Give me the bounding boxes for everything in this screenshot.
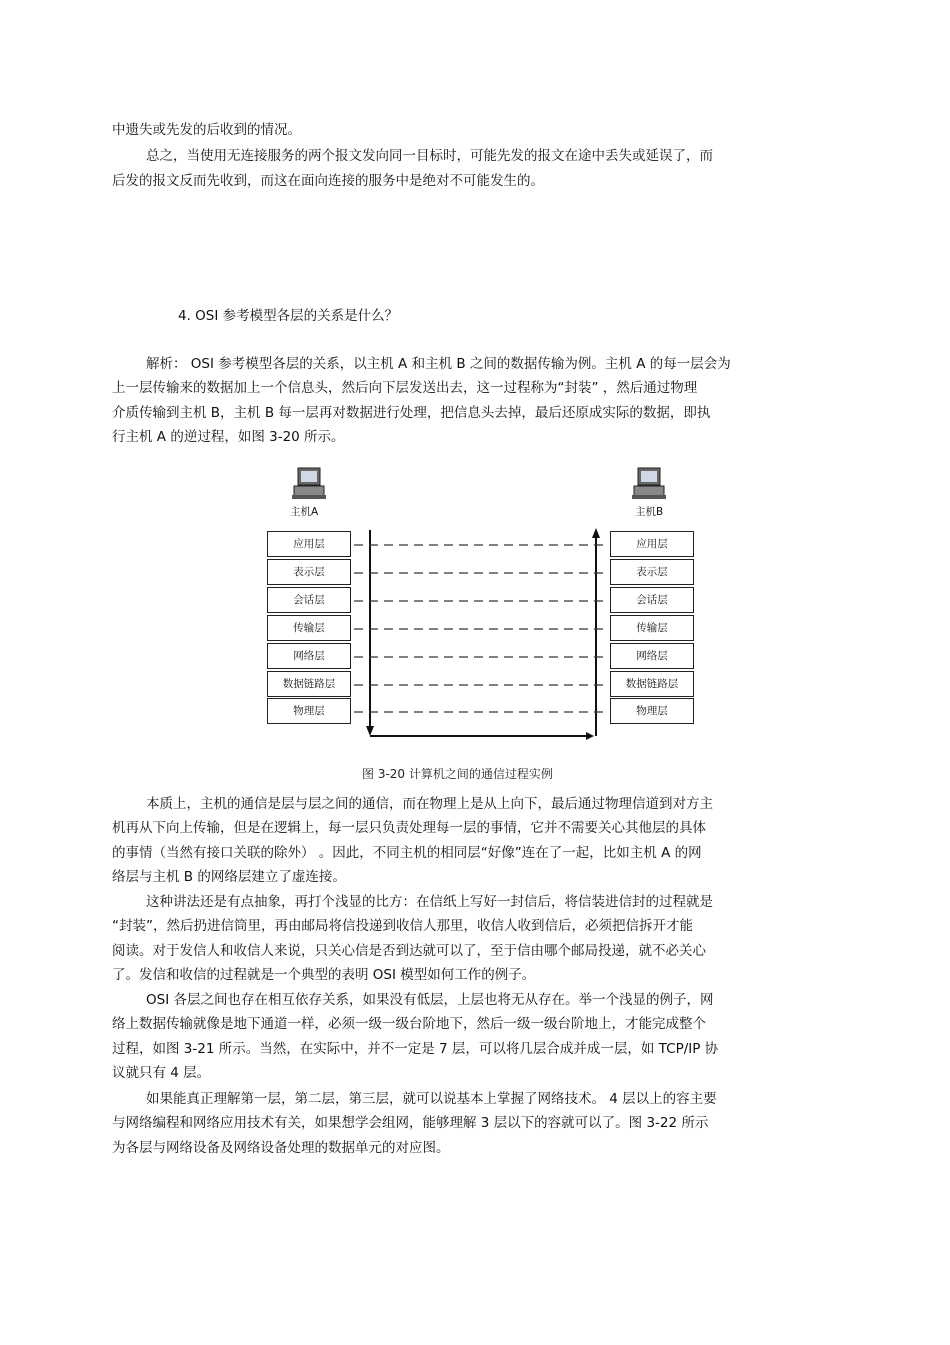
host-a-layer: 应用层 xyxy=(267,531,351,557)
host-b-layer: 传输层 xyxy=(610,615,694,641)
text-line: 机再从下向上传输，但是在逻辑上，每一层只负责处理每一层的事情，它并不需要关心其他层的具体 xyxy=(112,820,706,836)
host-b-layer: 物理层 xyxy=(610,698,694,724)
text-line: 络上数据传输就像是地下通道一样，必须一级一级台阶地下，然后一级一级台阶地上，才能完成整个 xyxy=(112,1016,706,1032)
peer-dashed-lines xyxy=(354,545,604,712)
text-line: 如果能真正理解第一层，第二层，第三层，就可以说基本上掌握了网络技术。 4 层以上的容主要 xyxy=(146,1091,717,1107)
host-a-layer: 物理层 xyxy=(267,698,351,724)
host-a-layer: 会话层 xyxy=(267,587,351,613)
figure-caption: 图 3-20 计算机之间的通信过程实例 xyxy=(362,767,553,781)
host-a-label: 主机A xyxy=(290,506,319,518)
text-line: 了。发信和收信的过程就是一个典型的表明 OSI 模型如何工作的例子。 xyxy=(112,967,536,983)
text-line: 阅读。对于发信人和收信人来说，只关心信是否到达就可以了，至于信由哪个邮局投递，就不必关心 xyxy=(112,943,706,959)
text-line: 的事情（当然有接口关联的除外） 。因此，不同主机的相同层“好像”连在了一起，比如主机 A 的网 xyxy=(112,845,702,861)
text-line: 中遗失或先发的后收到的情况。 xyxy=(112,122,301,138)
host-a-layer: 网络层 xyxy=(267,643,351,669)
question-heading: 4. OSI 参考模型各层的关系是什么？ xyxy=(178,308,399,324)
text-line: 络层与主机 B 的网络层建立了虚连接。 xyxy=(112,869,346,885)
host-b-layer: 数据链路层 xyxy=(610,671,694,697)
text-line: 这种讲法还是有点抽象，再打个浅显的比方：在信纸上写好一封信后，将信装进信封的过程就是 xyxy=(146,894,713,910)
text-line: 行主机 A 的逆过程，如图 3-20 所示。 xyxy=(112,429,345,445)
host-b-label: 主机B xyxy=(635,506,664,518)
host-b-layer: 网络层 xyxy=(610,643,694,669)
host-b-layer: 应用层 xyxy=(610,531,694,557)
text-line: 议就只有 4 层。 xyxy=(112,1065,211,1081)
host-b-layer: 表示层 xyxy=(610,559,694,585)
text-line: 总之，当使用无连接服务的两个报文发向同一目标时，可能先发的报文在途中丢失或延误了，而 xyxy=(146,148,713,164)
computer-icon-b xyxy=(632,468,666,499)
text-line: 过程，如图 3-21 所示。当然，在实际中，并不一定是 7 层，可以将几层合成并成一层，如 TCP/IP 协 xyxy=(112,1041,719,1057)
computer-icon-a xyxy=(292,468,326,499)
text-line: 本质上，主机的通信是层与层之间的通信，而在物理上是从上向下，最后通过物理信道到对方主 xyxy=(146,796,713,812)
text-line: OSI 各层之间也存在相互依存关系，如果没有低层，上层也将无从存在。举一个浅显的例子，网 xyxy=(146,992,714,1008)
host-a-layer: 传输层 xyxy=(267,615,351,641)
text-line: 解析： OSI 参考模型各层的关系，以主机 A 和主机 B 之间的数据传输为例。主机 A 的每一层会为 xyxy=(146,356,731,372)
text-line: 为各层与网络设备及网络设备处理的数据单元的对应图。 xyxy=(112,1140,450,1156)
text-line: 上一层传输来的数据加上一个信息头，然后向下层发送出去，这一过程称为“封装” ，然后通过物理 xyxy=(112,380,698,396)
text-line: “封装”，然后扔进信筒里，再由邮局将信投递到收信人那里，收信人收到信后，必须把信拆开才能 xyxy=(112,918,693,934)
host-a-layer: 数据链路层 xyxy=(267,671,351,697)
host-b-layer: 会话层 xyxy=(610,587,694,613)
osi-communication-figure xyxy=(262,464,702,749)
host-a-layer: 表示层 xyxy=(267,559,351,585)
text-line: 介质传输到主机 B，主机 B 每一层再对数据进行处理，把信息头去掉，最后还原成实际的数据，即执 xyxy=(112,405,711,421)
text-line: 后发的报文反而先收到，而这在面向连接的服务中是绝对不可能发生的。 xyxy=(112,173,544,189)
text-line: 与网络编程和网络应用技术有关，如果想学会组网，能够理解 3 层以下的容就可以了。图 3-22 所示 xyxy=(112,1115,709,1131)
